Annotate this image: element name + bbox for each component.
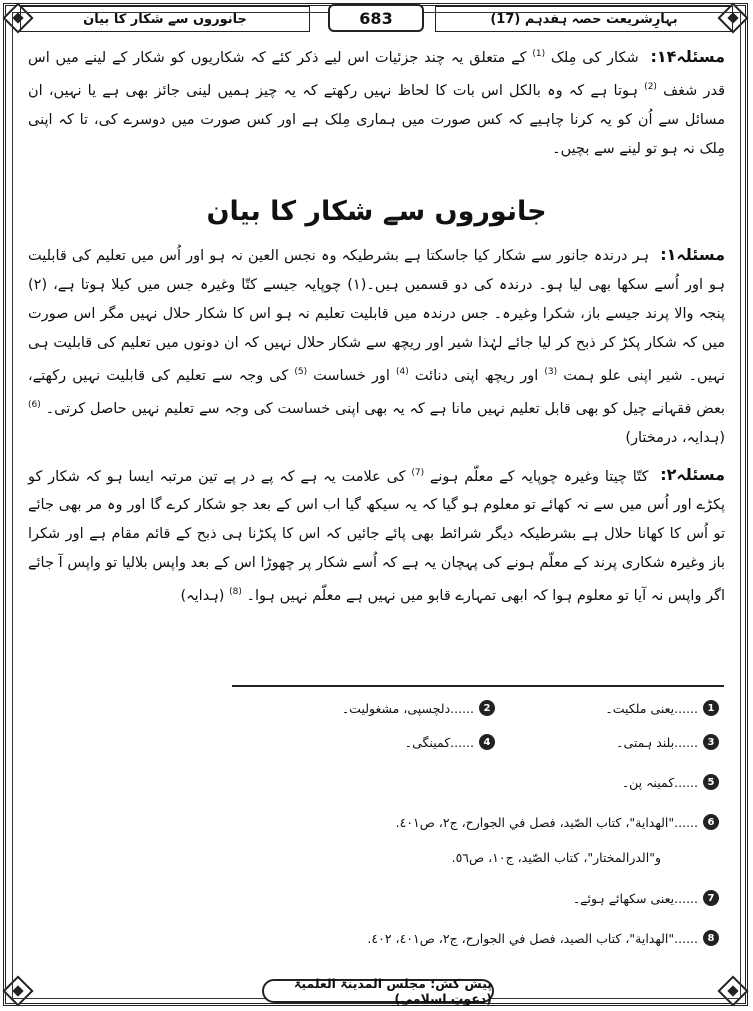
footnote-number: 3 <box>703 734 719 750</box>
footnote-ref[interactable]: (8) <box>229 587 242 598</box>
masala2-paragraph: مسئلہ۲: کتّا چیتا وغیرہ چوپایہ کے معلّم ہونے $^{(7)}$ کی علامت یہ ہے کہ پے در پے تین مرتبہ ایسا ہو کہ شکار کو پکڑے اور اُس میں سے نہ کھائے تو معلوم ہو گیا کہ یہ سیکھ گیا اب اس کے بعد جو شکار کرے گا اور وہ مر بھی جائے تو اُس کا کھانا حلال ہے بشرطیکہ دیگر شرائط بھی پائے جائیں کہ اس کا پکڑنا ہی ذبح کے قائم مقام ہے اور شکرا باز وغیرہ شکاری پرند کے معلّم ہونے کی پہچان یہ ہے کہ اُسے شکار پر چھوڑا اس کے بعد واپس بلالیا تو واپس آ جائے اگر واپس نہ آیا تو معلوم ہوا کہ ابھی تمہارے قابو میں نہیں ہے معلّم نہیں ہوا۔ $^{(8)}$ (ہدایہ) <box>28 465 726 605</box>
footnote-number: 4 <box>479 734 495 750</box>
masala-label: مسئلہ۲: <box>660 465 726 485</box>
footnote-2: 2 ......دلچسپی، مشغولیت۔ <box>342 700 495 716</box>
reference: (ہدایہ، درمختار) <box>625 429 725 446</box>
footnote-number: 2 <box>479 700 495 716</box>
footnote-number: 6 <box>703 814 719 830</box>
footnote-5: 5 ......کمینہ پن۔ <box>622 774 719 790</box>
footnote-ref[interactable]: (2) <box>644 81 657 92</box>
page-number: 683 <box>328 4 424 32</box>
footnote-6-continued: و"الدرالمختار"، كتاب الصّيد، ج١٠، ص٥٦. <box>451 850 661 865</box>
footnote-4: 4 ......کمینگی۔ <box>405 734 495 750</box>
masala-label: مسئلہ۱۴: <box>650 46 726 66</box>
masala1-paragraph: مسئلہ۱: ہر درندہ جانور سے شکار کیا جاسکتا ہے بشرطیکہ وہ نجس العین نہ ہو اور اُس میں تعلیم کی قابلیت ہو اور اُسے سکھا بھی لیا ہو۔ درندہ کی دو قسمیں ہیں۔(۱) چوپایہ جیسے کتّا وغیرہ جس میں کیلا ہوتا ہے، (۲) پنجہ والا پرند جیسے باز، شکرا وغیرہ۔ جس درندہ میں قابلیت تعلیم نہ ہو اس کا شکار حلال نہیں مگر اس صورت میں کہ شکار پکڑ کر ذبح کر لیا جائے لہٰذا شیر اور ریچھ سے شکار حلال نہیں کہ ان دونوں میں تعلیم کی قابلیت ہی نہیں۔ شیر اپنی علو ہمت $^{(3)}$ اور ریچھ اپنی دنائت $^{(4)}$ اور خساست $^{(5)}$ کی وجہ سے تعلیم کی قابلیت نہیں رکھتے، بعض فقہانے چیل کو بھی قابل تعلیم نہیں مانا ہے کہ یہ بھی اپنی خساست کی وجہ سے تعلیم نہیں حاصل کرتی۔ $^{(6)}$ (ہدایہ، درمختار) <box>28 245 726 446</box>
running-title-right: بہارِشریعت حصہ ہفدہم (17) <box>435 6 733 32</box>
footnote-number: 8 <box>703 930 719 946</box>
intro-paragraph: مسئلہ۱۴: شکار کی مِلک $^{(1)}$ کے متعلق یہ چند جزئیات اس لیے ذکر کئے کہ شکاریوں کو شکار کے لینے میں اس قدر شغف $^{(2)}$ ہوتا ہے کہ وہ بالکل اس بات کا لحاظ نہیں رکھتے کہ یہ چیز ہمیں لینی جائز بھی ہے یا نہیں، ان مسائل سے اُن کو یہ کرنا چاہیے کہ کس صورت میں ہماری مِلک ہے اور کس صورت میں دوسرے کی، تا کہ اپنی مِلک نہ ہو تو لینے سے بچیں۔ <box>28 46 726 157</box>
footnote-ref[interactable]: (4) <box>396 367 409 377</box>
footnote-1: 1 ......یعنی ملکیت۔ <box>605 700 719 716</box>
footnote-number: 7 <box>703 890 719 906</box>
chapter-title: جانوروں سے شکار کا بیان <box>206 196 547 227</box>
footnote-ref[interactable]: (6) <box>28 399 41 410</box>
footnote-separator <box>232 685 724 687</box>
reference: (ہدایہ) <box>180 588 225 605</box>
intro-block <box>28 40 725 164</box>
publisher-footer: پیش کش: مجلس المدینۃ العلمیۃ (دعوتِ اسلامی) <box>262 979 494 1003</box>
masala-label: مسئلہ۱: <box>660 245 726 264</box>
footnote-3: 3 ......بلند ہمتی۔ <box>616 734 719 750</box>
footnote-6: 6 ......"الهداية"، كتاب الصّيد، فصل في الجوارح، ج٢، ص٤٠١. <box>396 814 719 830</box>
footnote-ref[interactable]: (7) <box>411 467 425 478</box>
masala1-block <box>28 240 725 611</box>
footnote-ref[interactable]: (3) <box>544 367 558 377</box>
footnote-number: 5 <box>703 774 719 790</box>
running-title-left: جانوروں سے شکار کا بیان <box>20 6 310 32</box>
footnote-ref[interactable]: (5) <box>294 367 308 377</box>
footnote-ref[interactable]: (1) <box>532 49 546 59</box>
footnote-8: 8 ......"الهداية"، كتاب الصيد، فصل في الجوارح، ج٢، ص٤٠١، ٤٠٢. <box>367 930 719 946</box>
footnote-7: 7 ......یعنی سکھائے ہوئے۔ <box>573 890 719 906</box>
footnote-number: 1 <box>703 700 719 716</box>
